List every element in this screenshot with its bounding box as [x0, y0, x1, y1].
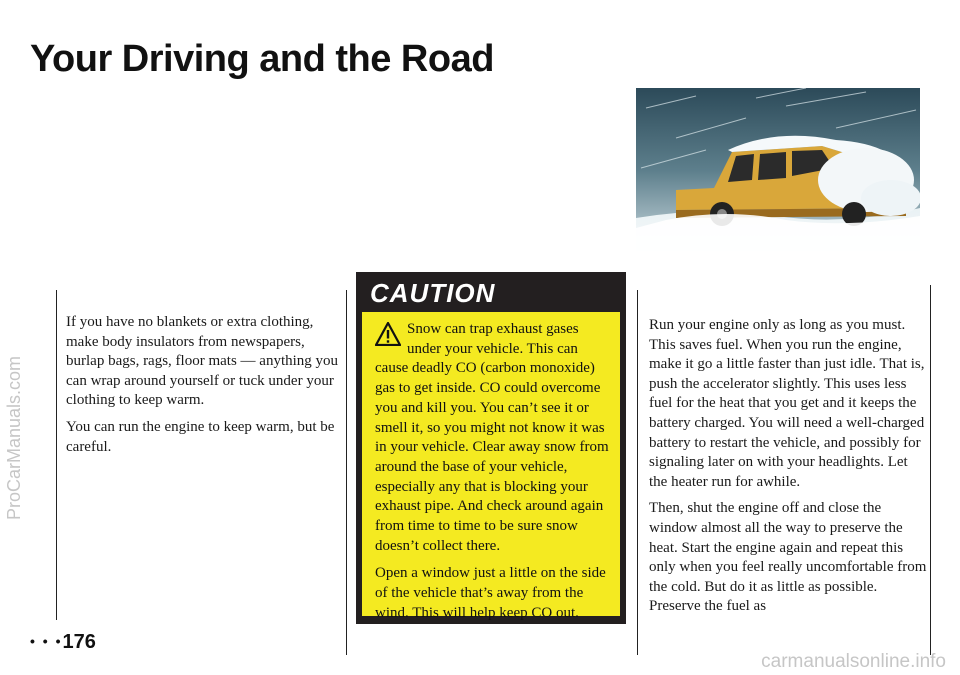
caution-paragraph-1 — [375, 320, 610, 556]
page-title: Your Driving and the Road — [30, 38, 494, 80]
left-column — [66, 313, 342, 464]
side-watermark-text: ProCarManuals.com — [4, 355, 24, 520]
right-column-rule-left — [637, 290, 638, 655]
right-column — [649, 316, 927, 624]
left-paragraph-1: If you have no blankets or extra clothing, make body insulators from newspapers, burlap bags, rags, floor mats — anything you can wrap around yourself or tuck under your clothing to keep warm. — [66, 314, 339, 409]
page-number-dots: • • • — [30, 633, 63, 649]
warning-triangle-icon — [375, 322, 401, 346]
caution-body — [362, 312, 620, 621]
page-number-value: 176 — [62, 631, 96, 653]
caution-box — [356, 272, 626, 624]
side-watermark — [4, 0, 28, 675]
caution-paragraph-2: Open a window just a little on the side of the vehicle that’s away from the wind. This will help keep CO out. — [375, 565, 606, 621]
right-column-rule-right — [930, 285, 931, 655]
right-paragraph-1: Run your engine only as long as you must. This saves fuel. When you run the engine, make it go a little faster than just idle. That is, push the accelerator slightly. This uses less fuel for the heat that you get and it keeps the battery charged. You will need a well-charged battery to restart the vehicle, and possibly for signaling later on with your headlights. Let the heater run for awhile. — [649, 317, 925, 490]
left-column-rule — [56, 290, 57, 620]
caution-left-rule — [346, 290, 347, 655]
left-paragraph-2: You can run the engine to keep warm, but be careful. — [66, 418, 335, 455]
snowbound-car-photo — [636, 88, 920, 278]
caution-header: CAUTION — [370, 278, 496, 308]
caution-paragraph-1-text: Snow can trap exhaust gases under your vehicle. This can cause deadly CO (carbon monoxide) gas to get inside. CO could overcome you and kill you. You can’t see it or smell it, so you might not know it was in your vehicle. Clear away snow from around the base of your vehicle, especially any that is blocking your exhaust pipe. And check around again from time to time to be sure snow doesn’t collect there. — [375, 321, 609, 554]
bottom-watermark: carmanualsonline.info — [761, 651, 946, 672]
page-number — [30, 631, 96, 654]
snowbound-car-illustration — [636, 88, 920, 278]
right-paragraph-2: Then, shut the engine off and close the window almost all the way to preserve the heat. Start the engine again and repeat this only when you feel really uncomfortable from the cold. But do it as little as possible. Preserve the fuel as — [649, 500, 927, 615]
